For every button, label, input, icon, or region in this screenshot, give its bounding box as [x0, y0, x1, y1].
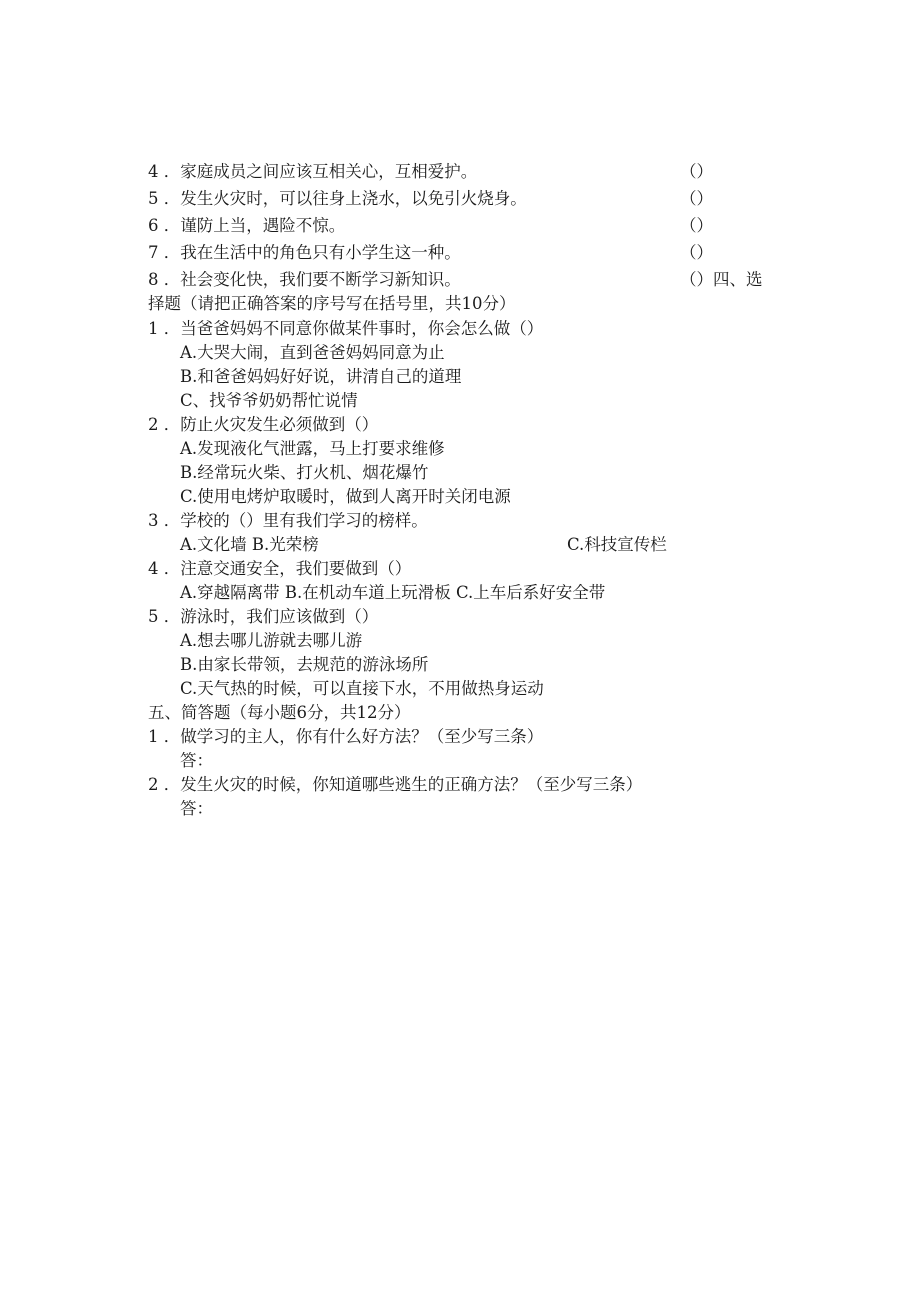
- answer-label: 答：: [180, 751, 213, 770]
- choice-option: B.经常玩火柴、打火机、烟花爆竹: [180, 463, 429, 482]
- tf-item-4: [148, 160, 477, 184]
- choice-question-3: 3 ．学校的（）里有我们学习的榜样。: [148, 511, 428, 530]
- tf-answer-paren: （）: [680, 216, 713, 235]
- tf-item-text: 5 ．发生火灾时，可以往身上浇水，以免引火烧身。: [148, 189, 527, 208]
- short-answer-question-2: 2 ．发生火灾的时候，你知道哪些逃生的正确方法？（至少写三条）: [148, 775, 643, 794]
- choice-options-line: A.穿越隔离带 B.在机动车道上玩滑板 C.上车后系好安全带: [180, 583, 606, 602]
- tf-item-6: [148, 214, 345, 238]
- tf-answer-paren-with-section-heading: （）四、选: [680, 270, 763, 289]
- choice-option: C.使用电烤炉取暖时，做到人离开时关闭电源: [180, 487, 511, 506]
- tf-answer-paren: （）: [680, 189, 713, 208]
- tf-answer-paren: （）: [680, 243, 713, 262]
- choice-option: C、找爷爷奶奶帮忙说情: [180, 391, 358, 410]
- tf-answer-paren: （）: [680, 162, 713, 181]
- choice-option: B.和爸爸妈妈好好说，讲清自己的道理: [180, 367, 462, 386]
- choice-option: C.天气热的时候，可以直接下水，不用做热身运动: [180, 679, 544, 698]
- tf-item-7: [148, 241, 461, 265]
- tf-item-text: 8 ．社会变化快，我们要不断学习新知识。: [148, 270, 461, 289]
- choice-question-1: 1 ．当爸爸妈妈不同意你做某件事时，你会怎么做（）: [148, 319, 544, 338]
- tf-item-text: 6 ．谨防上当，遇险不惊。: [148, 216, 346, 235]
- answer-label: 答：: [180, 799, 213, 818]
- choice-question-5: 5 ．游泳时，我们应该做到（）: [148, 607, 379, 626]
- choice-options-ab: A.文化墙 B.光荣榜: [180, 535, 319, 554]
- choice-option-c: C.科技宣传栏: [567, 535, 667, 554]
- short-answer-question-1: 1 ．做学习的主人，你有什么好方法？（至少写三条）: [148, 727, 544, 746]
- choice-option: A.大哭大闹，直到爸爸妈妈同意为止: [180, 343, 445, 362]
- choice-option: A.发现液化气泄露，马上打要求维修: [180, 439, 445, 458]
- tf-item-text: 7 ．我在生活中的角色只有小学生这一种。: [148, 243, 461, 262]
- choice-option: B.由家长带领，去规范的游泳场所: [180, 655, 429, 674]
- section-5-title: 五、简答题（每小题6分，共12分）: [148, 703, 411, 722]
- tf-item-5: [148, 187, 527, 211]
- choice-question-4: 4 ．注意交通安全，我们要做到（）: [148, 559, 412, 578]
- tf-item-text: 4 ．家庭成员之间应该互相关心，互相爱护。: [148, 162, 478, 181]
- section-4-title: 择题（请把正确答案的序号写在括号里，共10分）: [148, 294, 516, 313]
- choice-question-2: 2 ．防止火灾发生必须做到（）: [148, 415, 379, 434]
- tf-item-8: [148, 268, 461, 292]
- choice-option: A.想去哪儿游就去哪儿游: [180, 631, 363, 650]
